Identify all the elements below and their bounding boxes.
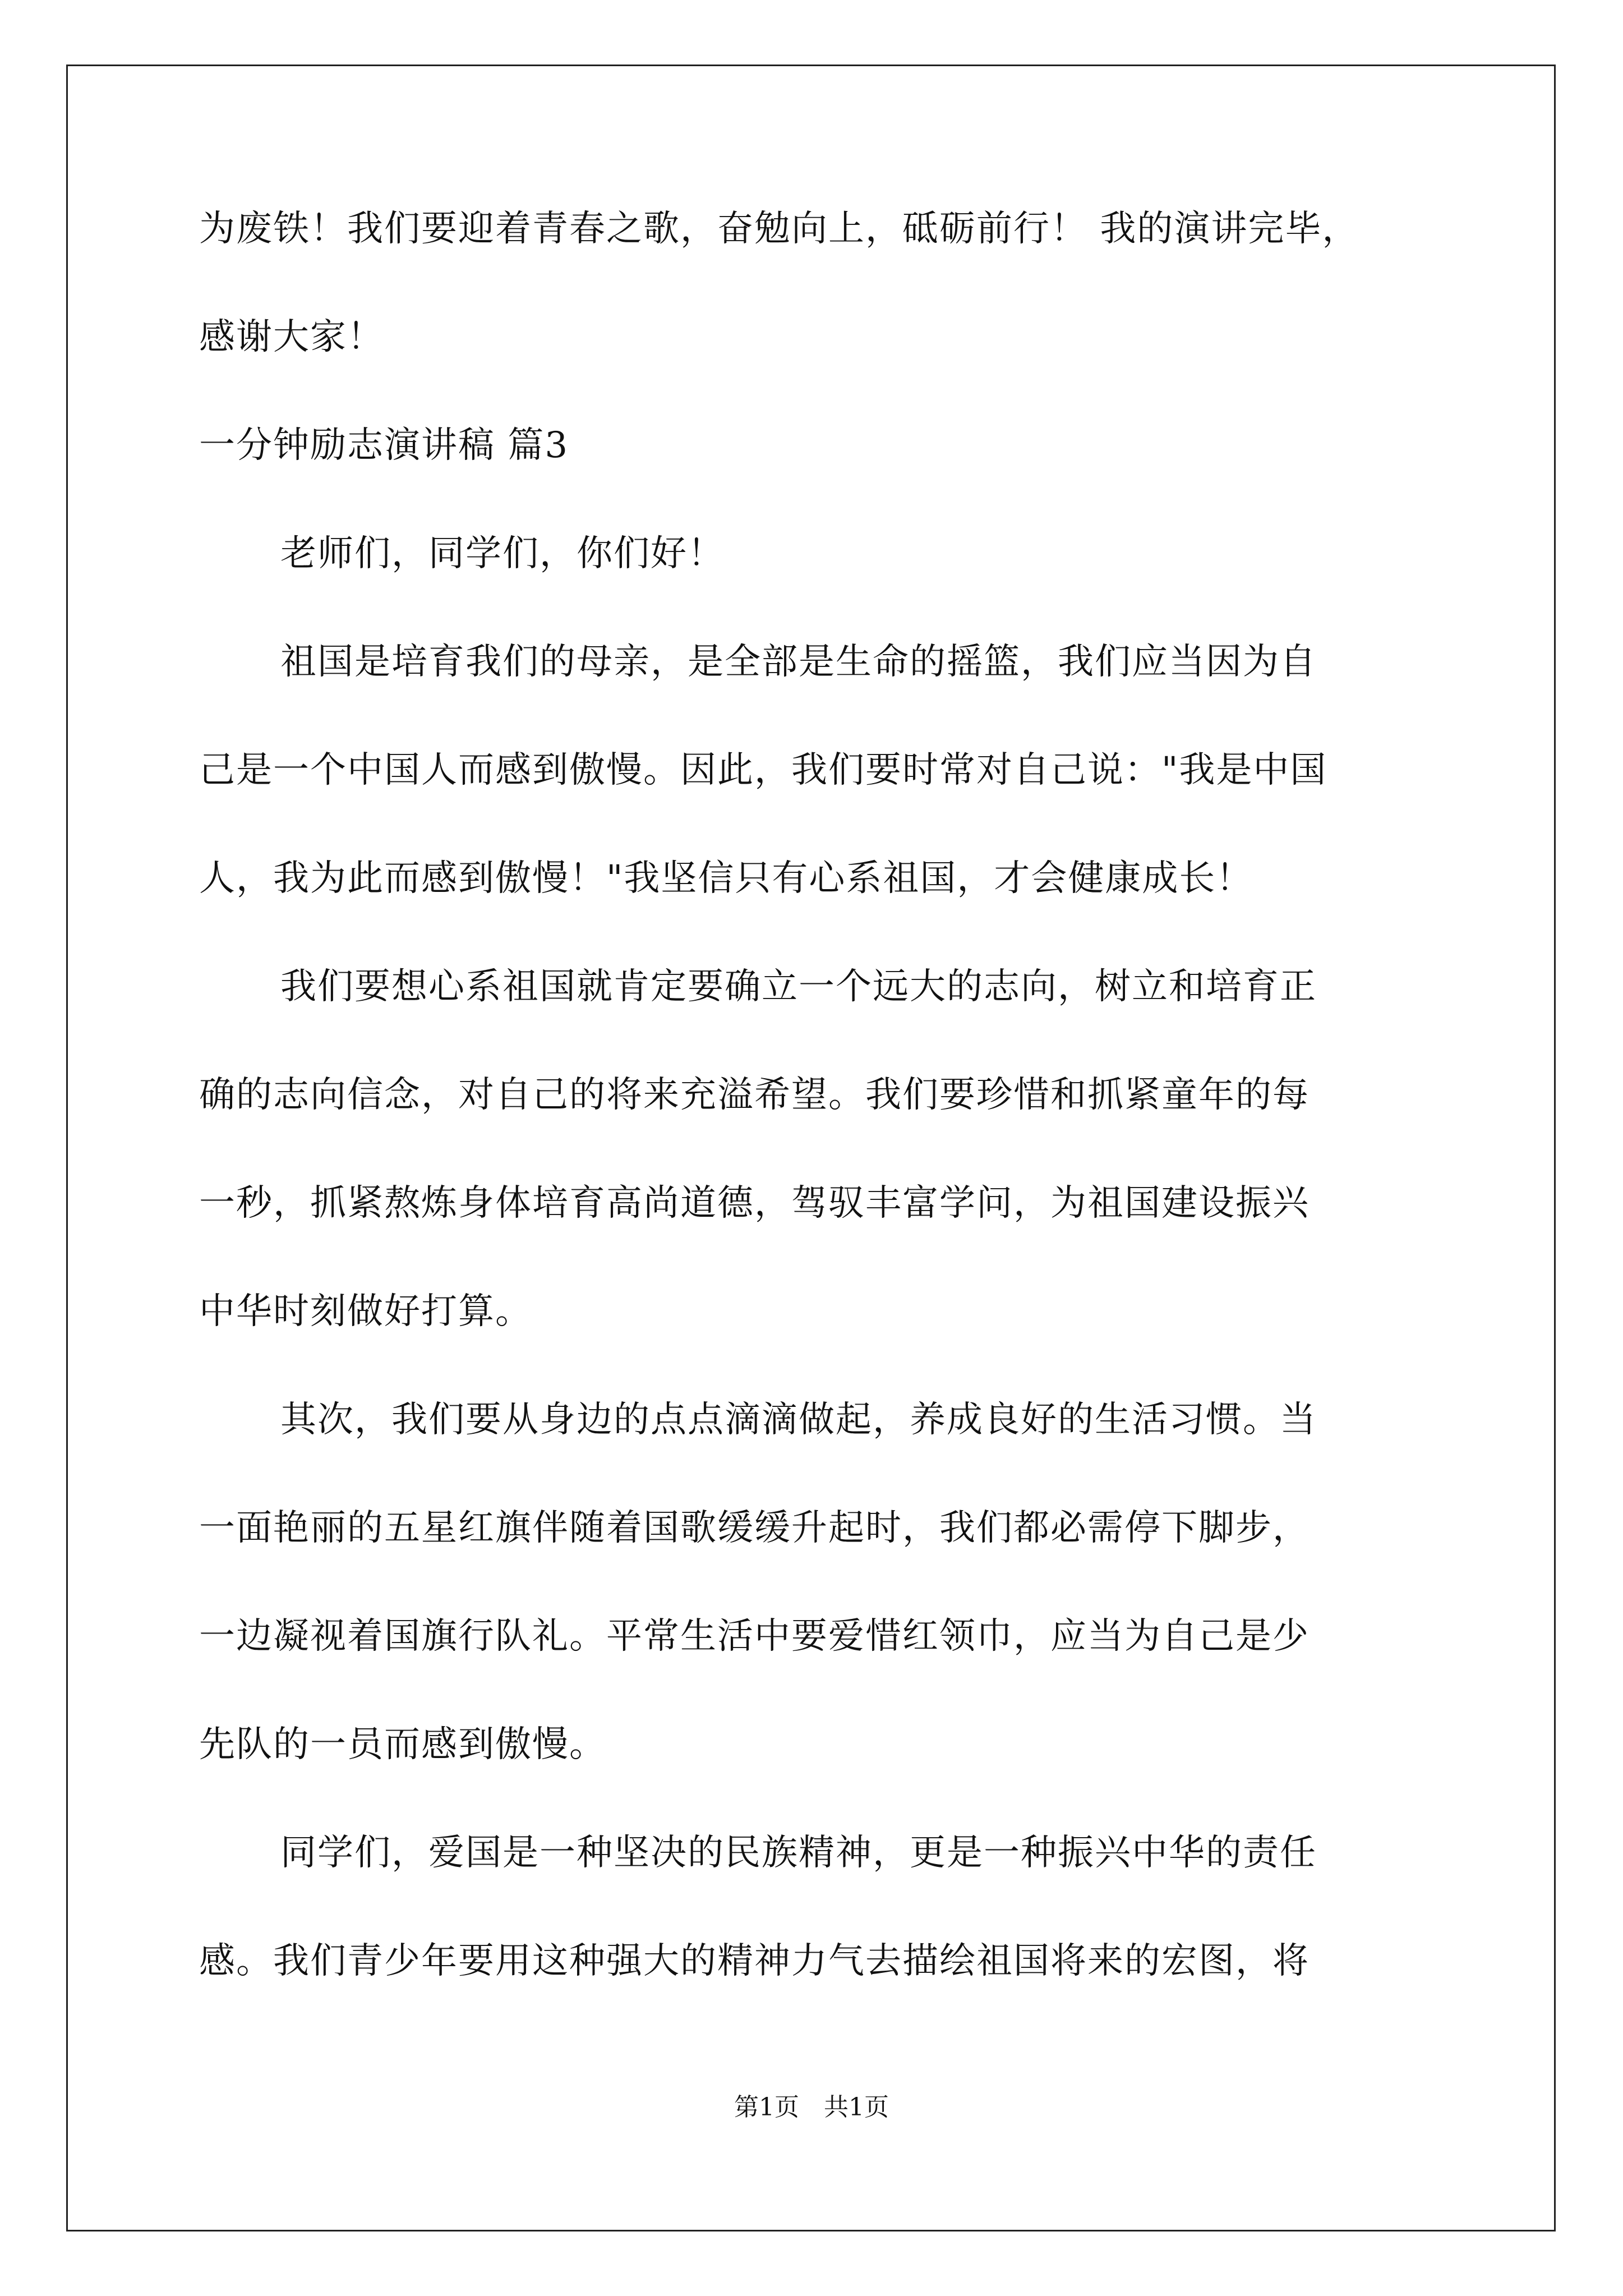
section-heading: 一分钟励志演讲稿 篇3 <box>199 425 569 466</box>
text-line: 中华时刻做好打算。 <box>199 1291 532 1332</box>
text-line: 其次，我们要从身边的点点滴滴做起，养成良好的生活习惯。当 <box>280 1399 1317 1441</box>
text-line: 祖国是培育我们的母亲，是全部是生命的摇篮，我们应当因为自 <box>280 641 1317 683</box>
text-line: 一面艳丽的五星红旗伴随着国歌缓缓升起时，我们都必需停下脚步， <box>199 1507 1310 1549</box>
text-line: 一秒，抓紧熬炼身体培育高尚道德，驾驭丰富学问，为祖国建设振兴 <box>199 1182 1310 1224</box>
text-line: 同学们，爱国是一种坚决的民族精神，更是一种振兴中华的责任 <box>280 1832 1317 1874</box>
text-line: 先队的一员而感到傲慢。 <box>199 1724 606 1765</box>
page-border <box>66 65 1556 2231</box>
text-line: 感谢大家！ <box>199 316 384 358</box>
text-line: 老师们，同学们，你们好！ <box>280 533 725 574</box>
text-line: 人，我为此而感到傲慢！"我坚信只有心系祖国，才会健康成长！ <box>199 858 1253 899</box>
text-line: 我们要想心系祖国就肯定要确立一个远大的志向，树立和培育正 <box>280 966 1317 1007</box>
text-line: 确的志向信念，对自己的将来充溢希望。我们要珍惜和抓紧童年的每 <box>199 1074 1310 1116</box>
text-line: 一边凝视着国旗行队礼。平常生活中要爱惜红领巾，应当为自己是少 <box>199 1616 1310 1657</box>
text-line: 感。我们青少年要用这种强大的精神力气去描绘祖国将来的宏图，将 <box>199 1940 1310 1982</box>
text-line: 为废铁！我们要迎着青春之歌，奋勉向上，砥砺前行！ 我的演讲完毕， <box>199 208 1359 250</box>
page-number-footer: 第1页 共1页 <box>734 2093 889 2122</box>
text-line: 己是一个中国人而感到傲慢。因此，我们要时常对自己说："我是中国 <box>199 749 1327 791</box>
